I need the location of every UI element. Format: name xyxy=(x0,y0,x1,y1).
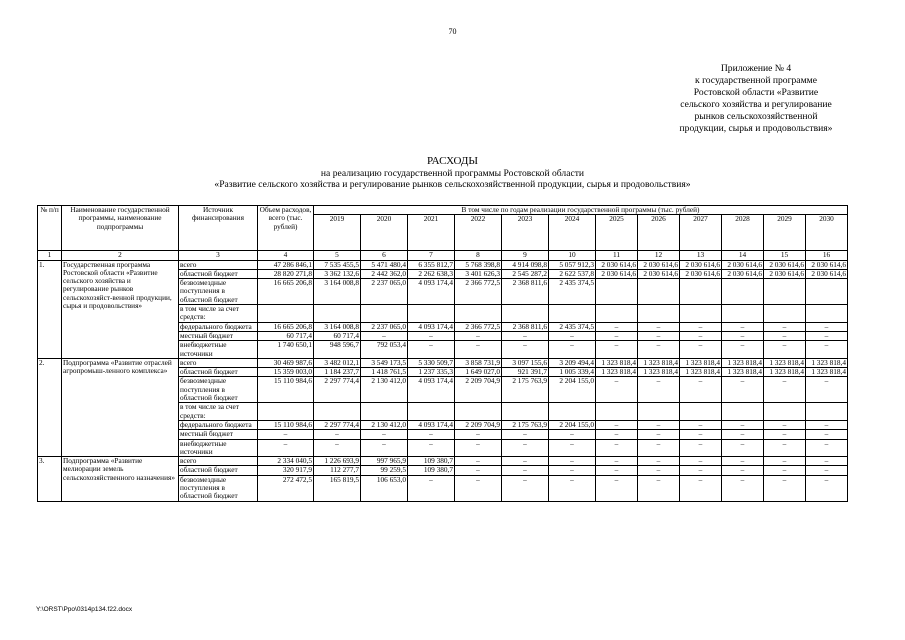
appendix-line: продукции, сырья и продовольствия» xyxy=(679,123,833,134)
header-year: 2024 xyxy=(549,215,596,251)
year-amount: 2 237 065,0 xyxy=(361,279,408,305)
column-number: 2 xyxy=(62,251,179,260)
year-amount: 106 653,0 xyxy=(361,475,408,501)
column-number: 15 xyxy=(764,251,806,260)
year-amount: 3 209 494,4 xyxy=(549,358,596,367)
funding-source: федерального бюджета xyxy=(179,420,258,429)
year-amount: – xyxy=(455,341,502,359)
year-amount: 5 471 480,4 xyxy=(361,260,408,269)
table-row xyxy=(38,457,848,466)
appendix-block xyxy=(651,63,861,135)
column-number: 16 xyxy=(806,251,848,260)
year-amount: 2 297 774,4 xyxy=(314,377,361,403)
funding-source: федерального бюджета xyxy=(179,322,258,331)
year-amount xyxy=(680,403,722,421)
header-year: 2020 xyxy=(361,215,408,251)
year-amount: – xyxy=(502,475,549,501)
year-amount: 997 965,9 xyxy=(361,457,408,466)
title-line: на реализацию государственной программы Ростовской области xyxy=(320,167,585,179)
year-amount: – xyxy=(455,439,502,457)
year-amount: – xyxy=(764,420,806,429)
year-amount: – xyxy=(722,322,764,331)
year-amount: – xyxy=(549,439,596,457)
year-amount: 2 622 537,8 xyxy=(549,269,596,278)
year-amount xyxy=(722,279,764,305)
year-amount: – xyxy=(764,466,806,475)
year-amount: 2 545 287,2 xyxy=(502,269,549,278)
year-amount: 4 093 174,4 xyxy=(408,322,455,331)
page-number: 70 xyxy=(448,27,457,36)
total-amount: 2 334 040,5 xyxy=(258,457,314,466)
year-amount: – xyxy=(549,466,596,475)
column-number: 9 xyxy=(502,251,549,260)
year-amount: – xyxy=(455,331,502,340)
year-amount: – xyxy=(502,331,549,340)
year-amount: – xyxy=(764,331,806,340)
year-amount: 3 362 132,6 xyxy=(314,269,361,278)
year-amount: 4 914 098,8 xyxy=(502,260,549,269)
header-name: Наименование государственной программы, наименование подпрограммы xyxy=(62,206,179,251)
header-year: 2029 xyxy=(764,215,806,251)
year-amount: 2 435 374,5 xyxy=(549,322,596,331)
year-amount: – xyxy=(764,457,806,466)
year-amount xyxy=(596,279,638,305)
header-year: 2025 xyxy=(596,215,638,251)
year-amount: 2 366 772,5 xyxy=(455,322,502,331)
year-amount: – xyxy=(502,341,549,359)
year-amount: – xyxy=(638,420,680,429)
year-amount: 1 005 339,4 xyxy=(549,368,596,377)
year-amount: – xyxy=(549,331,596,340)
year-amount: 1 323 818,4 xyxy=(638,358,680,367)
program-name: Подпрограмма «Развитие мелиорации земель сельскохозяйственного назначения» xyxy=(62,457,179,501)
total-amount: 15 110 984,6 xyxy=(258,420,314,429)
year-amount: – xyxy=(806,377,848,403)
year-amount: – xyxy=(408,430,455,439)
year-amount: 3 097 155,6 xyxy=(502,358,549,367)
year-amount xyxy=(596,403,638,421)
title-heading: РАСХОДЫ xyxy=(426,155,479,167)
year-amount: 948 596,7 xyxy=(314,341,361,359)
year-amount: 3 164 008,8 xyxy=(314,322,361,331)
column-number: 1 xyxy=(38,251,62,260)
total-amount: 60 717,4 xyxy=(258,331,314,340)
year-amount: – xyxy=(455,466,502,475)
header-year: 2023 xyxy=(502,215,549,251)
year-amount: – xyxy=(596,377,638,403)
year-amount: 2 204 155,0 xyxy=(549,377,596,403)
year-amount xyxy=(408,305,455,323)
column-number: 12 xyxy=(638,251,680,260)
year-amount: 1 323 818,4 xyxy=(806,358,848,367)
year-amount: 99 259,5 xyxy=(361,466,408,475)
year-amount: 3 164 008,8 xyxy=(314,279,361,305)
year-amount: – xyxy=(596,457,638,466)
program-name: Подпрограмма «Развитие отраслей агропромыш-ленного комплекса» xyxy=(62,358,179,456)
year-amount: – xyxy=(638,331,680,340)
year-amount xyxy=(502,403,549,421)
year-amount: – xyxy=(638,341,680,359)
header-num: № п/п xyxy=(38,206,62,251)
total-amount: – xyxy=(258,430,314,439)
year-amount: 4 093 174,4 xyxy=(408,377,455,403)
year-amount: – xyxy=(806,475,848,501)
total-amount: – xyxy=(258,439,314,457)
header-year: 2028 xyxy=(722,215,764,251)
year-amount: – xyxy=(680,439,722,457)
year-amount: – xyxy=(549,430,596,439)
year-amount xyxy=(549,305,596,323)
year-amount: 2 297 774,4 xyxy=(314,420,361,429)
row-number: 3. xyxy=(38,457,62,501)
year-amount: 165 819,5 xyxy=(314,475,361,501)
year-amount: 4 093 174,4 xyxy=(408,420,455,429)
year-amount: – xyxy=(638,377,680,403)
appendix-line: к государственной программе xyxy=(695,75,817,86)
table-row xyxy=(38,358,848,367)
year-amount: 1 237 335,3 xyxy=(408,368,455,377)
year-amount xyxy=(361,403,408,421)
year-amount: 2 030 614,6 xyxy=(806,260,848,269)
funding-source: в том числе за счет средств: xyxy=(179,305,258,323)
appendix-line: рынков сельскохозяйственной xyxy=(694,111,818,122)
year-amount xyxy=(806,279,848,305)
year-amount: 2 030 614,6 xyxy=(680,269,722,278)
year-amount: – xyxy=(806,331,848,340)
year-amount: – xyxy=(680,466,722,475)
year-amount: 6 355 812,7 xyxy=(408,260,455,269)
year-amount: – xyxy=(408,439,455,457)
year-amount: 1 226 693,9 xyxy=(314,457,361,466)
year-amount xyxy=(722,403,764,421)
funding-source: областной бюджет xyxy=(179,269,258,278)
year-amount: 2 030 614,6 xyxy=(806,269,848,278)
year-amount: 109 380,7 xyxy=(408,457,455,466)
year-amount: – xyxy=(596,322,638,331)
year-amount: 1 323 818,4 xyxy=(596,368,638,377)
year-amount xyxy=(638,305,680,323)
year-amount: 2 030 614,6 xyxy=(680,260,722,269)
year-amount: 5 768 398,8 xyxy=(455,260,502,269)
funding-source: всего xyxy=(179,260,258,269)
year-amount: – xyxy=(680,341,722,359)
year-amount: – xyxy=(596,341,638,359)
year-amount: – xyxy=(722,475,764,501)
header-years-group: В том числе по годам реализации государственной программы (тыс. рублей) xyxy=(314,206,848,215)
year-amount: 2 368 811,6 xyxy=(502,279,549,305)
total-amount: 16 665 206,8 xyxy=(258,279,314,305)
title-line: «Развитие сельского хозяйства и регулирование рынков сельскохозяйственной продукции, сырья и продовольствия» xyxy=(214,179,691,190)
funding-source: безвозмездные поступления в областной бюджет xyxy=(179,475,258,501)
total-amount: 272 472,5 xyxy=(258,475,314,501)
year-amount: – xyxy=(722,377,764,403)
year-amount: – xyxy=(680,475,722,501)
document-title xyxy=(0,156,905,191)
header-year: 2030 xyxy=(806,215,848,251)
year-amount: – xyxy=(549,457,596,466)
file-path-footer: Y:\ORST\Ppo\0314p134.f22.docx xyxy=(36,606,133,613)
funding-source: безвозмездные поступления в областной бюджет xyxy=(179,377,258,403)
year-amount: – xyxy=(502,439,549,457)
year-amount: – xyxy=(549,341,596,359)
year-amount: 2 209 704,9 xyxy=(455,420,502,429)
year-amount: – xyxy=(722,331,764,340)
year-amount: 2 366 772,5 xyxy=(455,279,502,305)
year-amount xyxy=(361,305,408,323)
year-amount: – xyxy=(764,430,806,439)
year-amount: 2 237 065,0 xyxy=(361,322,408,331)
year-amount: – xyxy=(638,439,680,457)
year-amount: – xyxy=(361,430,408,439)
year-amount: – xyxy=(722,420,764,429)
year-amount: – xyxy=(455,457,502,466)
year-amount xyxy=(806,403,848,421)
year-amount: – xyxy=(502,466,549,475)
year-amount: 2 030 614,6 xyxy=(722,260,764,269)
year-amount: – xyxy=(502,430,549,439)
year-amount xyxy=(314,403,361,421)
year-amount: 4 093 174,4 xyxy=(408,279,455,305)
funding-source: местный бюджет xyxy=(179,331,258,340)
funding-source: областной бюджет xyxy=(179,368,258,377)
year-amount xyxy=(806,305,848,323)
column-number: 11 xyxy=(596,251,638,260)
header-year: 2021 xyxy=(408,215,455,251)
year-amount: – xyxy=(764,322,806,331)
year-amount xyxy=(638,403,680,421)
total-amount: 15 359 003,0 xyxy=(258,368,314,377)
year-amount: 3 482 012,1 xyxy=(314,358,361,367)
funding-source: местный бюджет xyxy=(179,430,258,439)
column-number: 10 xyxy=(549,251,596,260)
year-amount: – xyxy=(638,457,680,466)
year-amount: 921 391,7 xyxy=(502,368,549,377)
header-year: 2027 xyxy=(680,215,722,251)
year-amount xyxy=(596,305,638,323)
total-amount xyxy=(258,305,314,323)
year-amount: – xyxy=(806,420,848,429)
year-amount: 2 030 614,6 xyxy=(764,260,806,269)
year-amount: – xyxy=(806,341,848,359)
column-number: 8 xyxy=(455,251,502,260)
appendix-line: Ростовской области «Развитие xyxy=(693,87,819,98)
year-amount xyxy=(764,279,806,305)
year-amount: 1 323 818,4 xyxy=(638,368,680,377)
year-amount: 2 209 704,9 xyxy=(455,377,502,403)
year-amount: 1 649 027,0 xyxy=(455,368,502,377)
year-amount: – xyxy=(806,466,848,475)
year-amount: – xyxy=(549,475,596,501)
year-amount: – xyxy=(806,457,848,466)
year-amount: – xyxy=(408,331,455,340)
row-number: 1. xyxy=(38,260,62,358)
year-amount: – xyxy=(638,475,680,501)
year-amount xyxy=(502,305,549,323)
year-amount: – xyxy=(638,430,680,439)
year-amount: 2 130 412,0 xyxy=(361,420,408,429)
year-amount: 1 323 818,4 xyxy=(722,358,764,367)
year-amount: 2 175 763,9 xyxy=(502,420,549,429)
header-total: Объем расходов, всего (тыс. рублей) xyxy=(258,206,314,251)
year-amount: – xyxy=(408,475,455,501)
funding-source: областной бюджет xyxy=(179,466,258,475)
year-amount: 2 262 638,3 xyxy=(408,269,455,278)
year-amount xyxy=(455,305,502,323)
year-amount: 2 442 362,0 xyxy=(361,269,408,278)
year-amount: 2 368 811,6 xyxy=(502,322,549,331)
program-name: Государственная программа Ростовской области «Развитие сельского хозяйства и регулирование рынков сельскохозяйст-венной продукции, сырья и продовольствия» xyxy=(62,260,179,358)
total-amount: 1 740 650,1 xyxy=(258,341,314,359)
year-amount xyxy=(549,403,596,421)
year-amount: – xyxy=(596,466,638,475)
year-amount: 109 380,7 xyxy=(408,466,455,475)
total-amount: 28 820 271,8 xyxy=(258,269,314,278)
year-amount: 1 323 818,4 xyxy=(764,358,806,367)
year-amount: – xyxy=(764,475,806,501)
year-amount: – xyxy=(314,439,361,457)
year-amount: 2 030 614,6 xyxy=(764,269,806,278)
year-amount xyxy=(764,403,806,421)
year-amount: 60 717,4 xyxy=(314,331,361,340)
year-amount: – xyxy=(764,439,806,457)
header-year: 2019 xyxy=(314,215,361,251)
column-number: 3 xyxy=(179,251,258,260)
year-amount: – xyxy=(596,331,638,340)
column-number: 5 xyxy=(314,251,361,260)
year-amount: – xyxy=(764,377,806,403)
funding-source: всего xyxy=(179,358,258,367)
year-amount: 1 323 818,4 xyxy=(680,358,722,367)
funding-source: внебюджетные источники xyxy=(179,439,258,457)
total-amount xyxy=(258,403,314,421)
year-amount: – xyxy=(408,341,455,359)
year-amount xyxy=(638,279,680,305)
year-amount: 2 030 614,6 xyxy=(596,260,638,269)
header-source: Источник финансирования xyxy=(179,206,258,251)
column-number: 4 xyxy=(258,251,314,260)
header-year: 2026 xyxy=(638,215,680,251)
year-amount: 3 401 626,3 xyxy=(455,269,502,278)
column-number: 13 xyxy=(680,251,722,260)
year-amount: 2 030 614,6 xyxy=(596,269,638,278)
table-row xyxy=(38,260,848,269)
year-amount: – xyxy=(680,322,722,331)
year-amount: 2 435 374,5 xyxy=(549,279,596,305)
year-amount: – xyxy=(806,322,848,331)
year-amount xyxy=(722,305,764,323)
year-amount: 5 330 509,7 xyxy=(408,358,455,367)
year-amount: 7 535 455,5 xyxy=(314,260,361,269)
year-amount: – xyxy=(455,475,502,501)
year-amount: – xyxy=(764,341,806,359)
year-amount: – xyxy=(361,331,408,340)
expenses-table xyxy=(37,205,848,502)
year-amount: – xyxy=(361,439,408,457)
year-amount: 1 323 818,4 xyxy=(764,368,806,377)
column-number: 6 xyxy=(361,251,408,260)
year-amount: – xyxy=(722,457,764,466)
year-amount: 2 030 614,6 xyxy=(722,269,764,278)
year-amount: – xyxy=(806,439,848,457)
year-amount: – xyxy=(596,420,638,429)
year-amount: – xyxy=(722,341,764,359)
year-amount: 112 277,7 xyxy=(314,466,361,475)
year-amount: – xyxy=(722,466,764,475)
year-amount xyxy=(680,279,722,305)
year-amount: 1 323 818,4 xyxy=(596,358,638,367)
year-amount xyxy=(314,305,361,323)
year-amount: 1 184 237,7 xyxy=(314,368,361,377)
total-amount: 320 917,9 xyxy=(258,466,314,475)
year-amount: 792 053,4 xyxy=(361,341,408,359)
year-amount: 2 130 412,0 xyxy=(361,377,408,403)
year-amount: – xyxy=(680,457,722,466)
year-amount: – xyxy=(680,377,722,403)
year-amount: 1 418 761,5 xyxy=(361,368,408,377)
year-amount: – xyxy=(596,430,638,439)
funding-source: безвозмездные поступления в областной бюджет xyxy=(179,279,258,305)
appendix-line: сельского хозяйства и регулирование xyxy=(680,99,832,110)
header-year: 2022 xyxy=(455,215,502,251)
column-number: 7 xyxy=(408,251,455,260)
year-amount: 1 323 818,4 xyxy=(680,368,722,377)
year-amount: 3 858 731,9 xyxy=(455,358,502,367)
year-amount: – xyxy=(596,475,638,501)
year-amount: – xyxy=(722,439,764,457)
year-amount: 3 549 173,5 xyxy=(361,358,408,367)
total-amount: 47 286 846,1 xyxy=(258,260,314,269)
year-amount: – xyxy=(455,430,502,439)
year-amount: 2 030 614,6 xyxy=(638,260,680,269)
total-amount: 16 665 206,8 xyxy=(258,322,314,331)
year-amount: – xyxy=(722,430,764,439)
year-amount xyxy=(680,305,722,323)
total-amount: 15 110 984,6 xyxy=(258,377,314,403)
year-amount xyxy=(764,305,806,323)
year-amount: 2 175 763,9 xyxy=(502,377,549,403)
year-amount: 2 030 614,6 xyxy=(638,269,680,278)
appendix-line: Приложение № 4 xyxy=(720,63,792,74)
year-amount: – xyxy=(638,322,680,331)
funding-source: внебюджетные источники xyxy=(179,341,258,359)
year-amount: – xyxy=(806,430,848,439)
year-amount: – xyxy=(314,430,361,439)
column-number: 14 xyxy=(722,251,764,260)
total-amount: 30 469 987,6 xyxy=(258,358,314,367)
year-amount: – xyxy=(638,466,680,475)
year-amount: – xyxy=(680,430,722,439)
year-amount: 5 057 912,3 xyxy=(549,260,596,269)
row-number: 2. xyxy=(38,358,62,456)
year-amount: – xyxy=(502,457,549,466)
year-amount: 2 204 155,0 xyxy=(549,420,596,429)
year-amount xyxy=(455,403,502,421)
year-amount: 1 323 818,4 xyxy=(722,368,764,377)
funding-source: всего xyxy=(179,457,258,466)
year-amount: – xyxy=(680,420,722,429)
year-amount xyxy=(408,403,455,421)
year-amount: – xyxy=(680,331,722,340)
year-amount: 1 323 818,4 xyxy=(806,368,848,377)
year-amount: – xyxy=(596,439,638,457)
funding-source: в том числе за счет средств: xyxy=(179,403,258,421)
